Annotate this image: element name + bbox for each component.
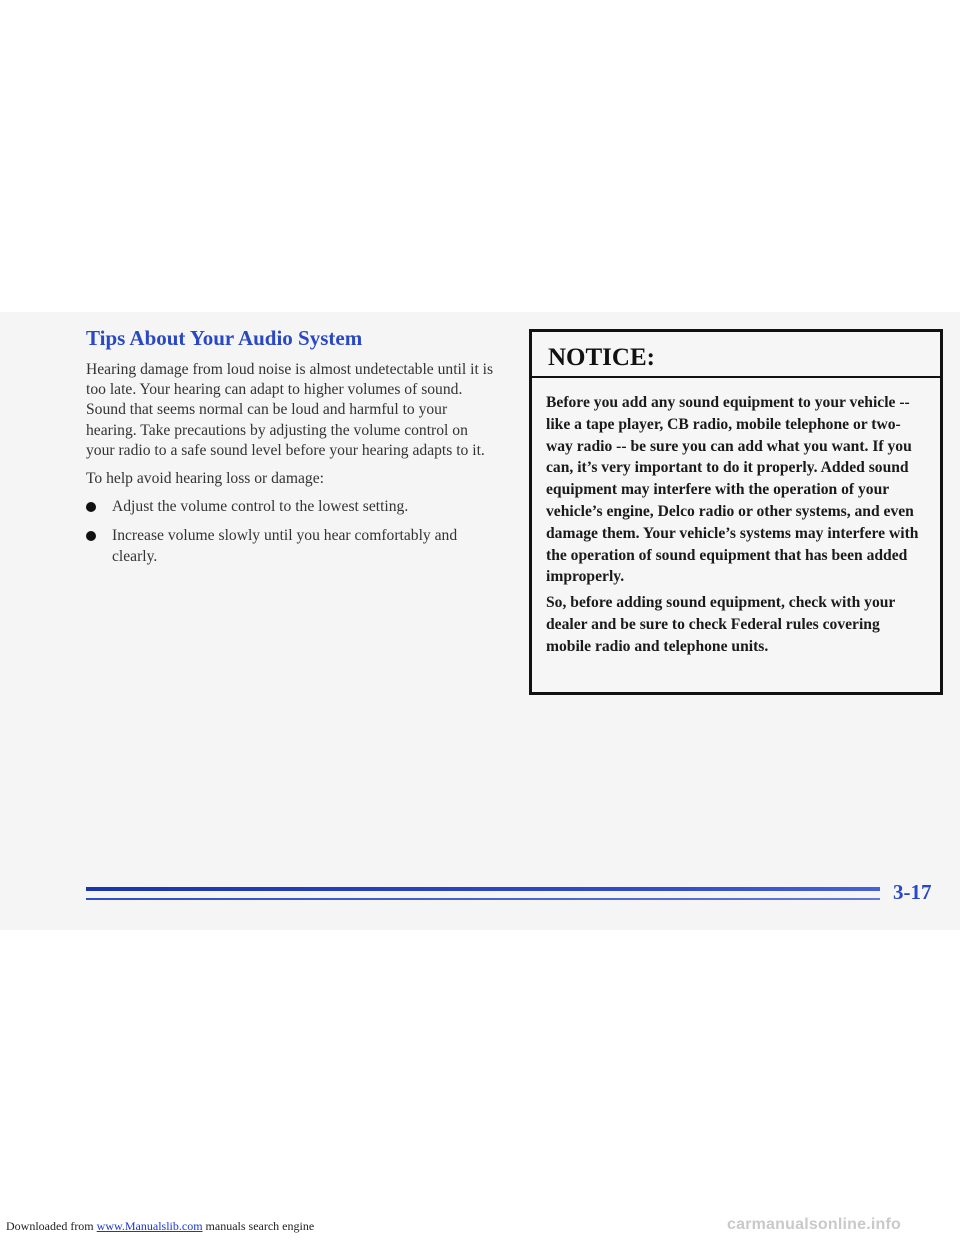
list-item <box>86 526 498 566</box>
list-item-text: Increase volume slowly until you hear comfortably and clearly. <box>112 527 458 565</box>
tips-list <box>86 497 498 567</box>
list-item <box>86 497 498 517</box>
section-title: Tips About Your Audio System <box>86 326 363 350</box>
watermark: carmanualsonline.info <box>727 1216 902 1233</box>
page-number: 3-17 <box>893 880 932 904</box>
notice-box <box>529 329 943 695</box>
bullet-icon <box>86 531 96 541</box>
download-footer <box>6 1219 314 1234</box>
notice-body <box>532 378 940 658</box>
section-body <box>86 360 498 576</box>
bullet-icon <box>86 502 96 512</box>
footer-rule-thin <box>86 898 880 900</box>
footer-rule-thick <box>86 887 880 891</box>
footer-prefix: Downloaded from <box>6 1219 97 1233</box>
notice-paragraph: So, before adding sound equipment, check with your dealer and be sure to check Federal rules covering mobile radio and telephone units. <box>546 594 896 655</box>
intro-paragraph: Hearing damage from loud noise is almost undetectable until it is too late. Your hearing can adapt to higher volumes of sound. Sound that seems normal can be loud and harmful to your hearing. Take precautions by adjusting the volume control on your radio to a safe sound level before your hearing adapts to it. <box>86 361 494 459</box>
notice-heading: NOTICE: <box>532 332 940 378</box>
notice-paragraph: Before you add any sound equipment to your vehicle -- like a tape player, CB radio, mobile telephone or two-way radio -- be sure you can add what you want. If you can, it’s very important to do it properly. Added sound equipment may interfere with the operation of your vehicle’s engine, Delco radio or other systems, and even damage them. Your vehicle’s systems may interfere with the operation of sound equipment that has been added improperly. <box>546 394 919 586</box>
manualslib-link[interactable]: www.Manualslib.com <box>96 1219 203 1233</box>
list-item-text: Adjust the volume control to the lowest setting. <box>112 498 409 516</box>
footer-suffix: manuals search engine <box>202 1219 315 1233</box>
list-intro-paragraph: To help avoid hearing loss or damage: <box>86 470 324 488</box>
